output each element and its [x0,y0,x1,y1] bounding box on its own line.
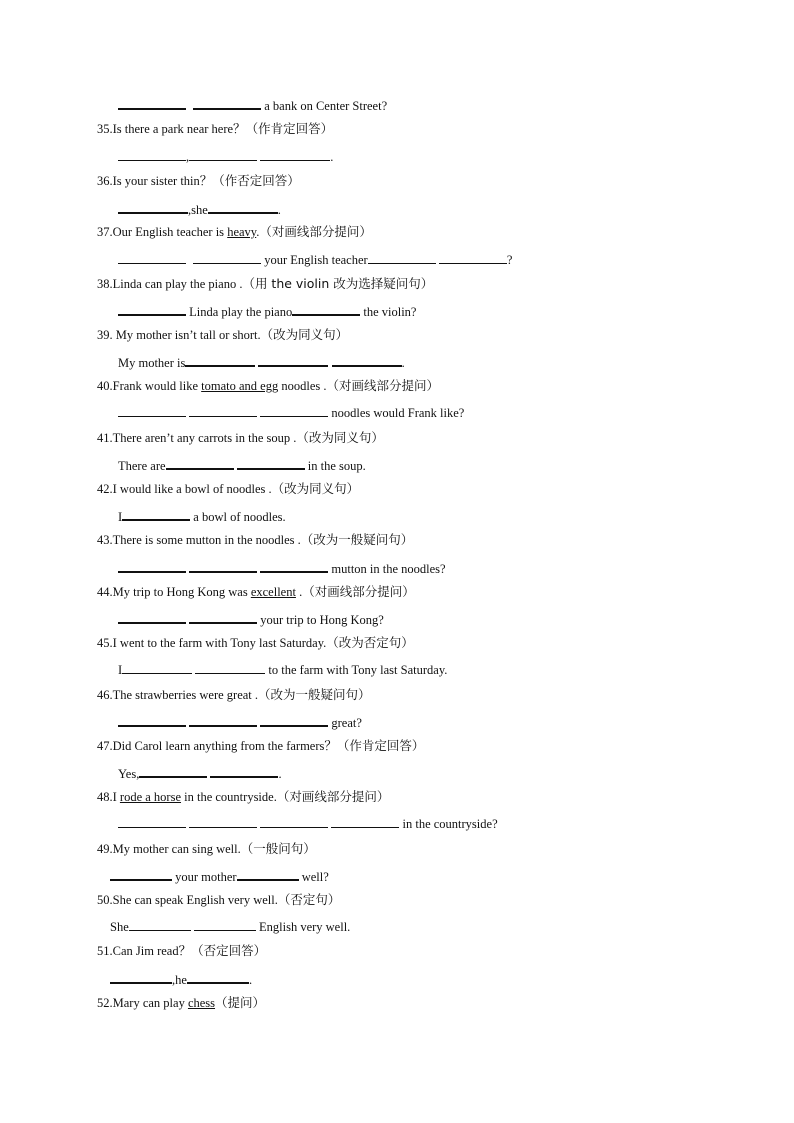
answer-text: . [330,150,334,164]
blank[interactable] [122,507,190,521]
blank[interactable] [118,713,186,727]
answer-text: in the soup. [307,459,366,473]
question-text: The strawberries were great . [112,688,259,702]
blank[interactable] [194,918,256,931]
question-49 [97,841,316,857]
question-text: There aren’t any carrots in the soup . [112,431,297,445]
question-text: in the countryside. [181,790,277,804]
answer-text: ? [506,253,513,267]
question-37 [97,224,372,240]
answer-text: well? [301,870,329,884]
answer-text: ,she [188,203,208,217]
answer-line-46 [118,713,362,731]
instruction: （对画线部分提问） [326,378,440,393]
answer-line-43 [118,559,446,577]
answer-text: great? [331,716,362,730]
instruction: （改为同义句） [260,327,349,342]
answer-line-51 [110,970,252,988]
blank[interactable] [187,970,249,984]
blank[interactable] [193,251,261,264]
question-number: 52. [97,996,113,1010]
question-number: 43. [97,533,113,547]
question-text: Frank would like [112,379,202,393]
answer-text: . [248,973,253,987]
blank[interactable] [260,815,328,828]
question-text: I would like a bowl of noodles . [112,482,272,496]
blank[interactable] [332,353,402,367]
answer-text: Yes, [118,767,140,781]
blank[interactable] [118,815,186,828]
blank[interactable] [118,404,186,417]
answer-text: the violin? [363,305,417,319]
instruction: （否定句） [277,892,341,907]
underlined-part: tomato and egg [201,379,279,393]
question-number: 42. [97,482,113,496]
question-45 [97,635,414,651]
answer-text: mutton in the noodles? [331,562,446,576]
question-43 [97,532,413,548]
question-text: There is some mutton in the noodles . [112,533,301,547]
instruction: （改为一般疑问句） [300,532,414,547]
blank[interactable] [208,200,278,214]
question-52 [97,995,265,1011]
question-number: 49. [97,842,113,856]
question-number: 50. [97,893,113,907]
blank[interactable] [237,867,299,881]
instruction: （改为同义句） [271,481,360,496]
question-text: Mary can play [112,996,188,1010]
answer-line-42 [118,507,286,525]
answer-text: in the countryside? [402,817,498,831]
blank[interactable] [331,815,399,828]
answer-text: to the farm with Tony last Saturday. [268,663,448,677]
answer-line-35 [118,148,333,165]
question-47 [97,738,424,754]
answer-text: your trip to Hong Kong? [260,613,384,627]
instruction: （一般问句） [240,841,316,856]
blank[interactable] [110,970,172,984]
instruction: （改为一般疑问句） [258,687,371,702]
answer-text: ,he [172,973,187,987]
question-text: I [112,790,120,804]
question-text: Did Carol learn anything from the farmers [112,739,325,753]
answer-text: I [118,510,123,524]
question-36 [97,173,300,189]
question-text: Our English teacher is [112,225,228,239]
question-number: 37. [97,225,113,239]
question-number: 45. [97,636,113,650]
answer-line-49 [110,867,329,885]
question-39 [97,327,348,343]
answer-text: My mother is [118,356,186,370]
question-number: 39. [97,328,113,342]
answer-text: . [277,203,281,217]
answer-text: your English teacher [264,253,368,267]
blank[interactable] [189,404,257,417]
instruction: （对画线部分提问） [302,584,415,599]
blank[interactable] [129,918,191,931]
instruction: （对画线部分提问） [259,224,372,239]
question-mark: ？ [233,121,246,136]
blank[interactable] [166,456,234,470]
blank[interactable] [260,148,330,161]
answer-text: a bank on Center Street? [264,99,388,113]
question-46 [97,687,371,703]
question-41 [97,430,384,446]
blank[interactable] [210,764,278,778]
answer-line-36 [118,200,281,218]
answer-line-39 [118,353,405,371]
blank[interactable] [139,764,207,778]
instruction: （提问） [215,995,266,1010]
blank[interactable] [195,661,265,674]
blank[interactable] [237,456,305,470]
answer-line-34 [118,96,387,114]
instruction: （对画线部分提问） [276,789,390,804]
blank[interactable] [118,148,186,161]
instruction: （作肯定回答） [336,738,425,753]
question-text: . [256,225,260,239]
instruction: （改为同义句） [296,430,384,445]
question-number: 46. [97,688,113,702]
blank[interactable] [118,96,186,110]
question-number: 41. [97,431,113,445]
question-text: Linda can play the piano . [112,277,243,291]
question-42 [97,481,359,497]
question-50 [97,892,340,908]
question-number: 36. [97,174,113,188]
blank[interactable] [185,353,255,367]
answer-line-45 [118,661,447,678]
blank[interactable] [189,559,257,573]
blank[interactable] [439,251,507,264]
blank[interactable] [189,713,257,727]
answer-text: . [401,356,405,370]
question-40 [97,378,439,394]
blank[interactable] [368,251,436,264]
question-text: My mother isn’t tall or short. [112,328,261,342]
question-number: 44. [97,585,113,599]
question-text: She can speak English very well. [112,893,278,907]
answer-text: I [118,663,123,677]
answer-text: Linda play the piano [189,305,293,319]
question-number: 35. [97,122,113,136]
question-text: My trip to Hong Kong was [112,585,251,599]
answer-text: . [278,767,282,781]
underlined-part: heavy [227,225,257,239]
question-text: My mother can sing well. [112,842,241,856]
question-44 [97,584,415,600]
instruction: （否定回答） [191,943,267,958]
instruction: （改为否定句） [326,635,414,650]
blank[interactable] [189,148,257,161]
question-text: Is your sister thin [112,174,200,188]
blank[interactable] [189,610,257,624]
blank[interactable] [189,815,257,828]
blank[interactable] [118,610,186,624]
underlined-part: excellent [250,585,296,599]
blank[interactable] [292,302,360,316]
question-text: Can Jim read [112,944,179,958]
instruction: （作否定回答） [212,173,300,188]
answer-line-37 [118,251,512,268]
underlined-part: rode a horse [119,790,182,804]
question-mark: ？ [199,173,213,188]
blank[interactable] [260,559,328,573]
question-number: 40. [97,379,113,393]
blank[interactable] [260,404,328,417]
question-number: 48. [97,790,113,804]
question-number: 47. [97,739,113,753]
question-51 [97,943,266,959]
answer-text: noodles would Frank like? [331,406,465,420]
answer-text: She [110,920,129,934]
answer-line-38 [118,302,416,320]
instruction: （用 the violin 改为选择疑问句） [242,276,434,291]
question-mark: ？ [178,943,192,958]
question-mark: ？ [324,738,337,753]
question-text: . [295,585,303,599]
blank[interactable] [118,200,188,214]
answer-line-48 [118,815,498,832]
answer-line-40 [118,404,464,421]
question-number: 51. [97,944,113,958]
answer-text: , [186,150,190,164]
question-38 [97,276,433,292]
blank[interactable] [110,867,172,881]
blank[interactable] [258,353,328,367]
question-35 [97,121,333,137]
answer-text: English very well. [259,920,351,934]
question-text: I went to the farm with Tony last Saturday. [112,636,327,650]
blank[interactable] [260,713,328,727]
question-text: Is there a park near here [112,122,234,136]
blank[interactable] [193,96,261,110]
question-text: noodles . [278,379,327,393]
answer-line-47 [118,764,282,782]
answer-line-50 [110,918,350,935]
question-48 [97,789,389,805]
underlined-part: chess [187,996,216,1010]
answer-text: your mother [175,870,237,884]
answer-text: a bowl of noodles. [193,510,286,524]
answer-line-44 [118,610,384,628]
question-number: 38. [97,277,113,291]
instruction: （作肯定回答） [245,121,334,136]
blank[interactable] [122,661,192,674]
answer-text: There are [118,459,166,473]
blank[interactable] [118,559,186,573]
blank[interactable] [118,251,186,264]
blank[interactable] [118,302,186,316]
answer-line-41 [118,456,366,474]
